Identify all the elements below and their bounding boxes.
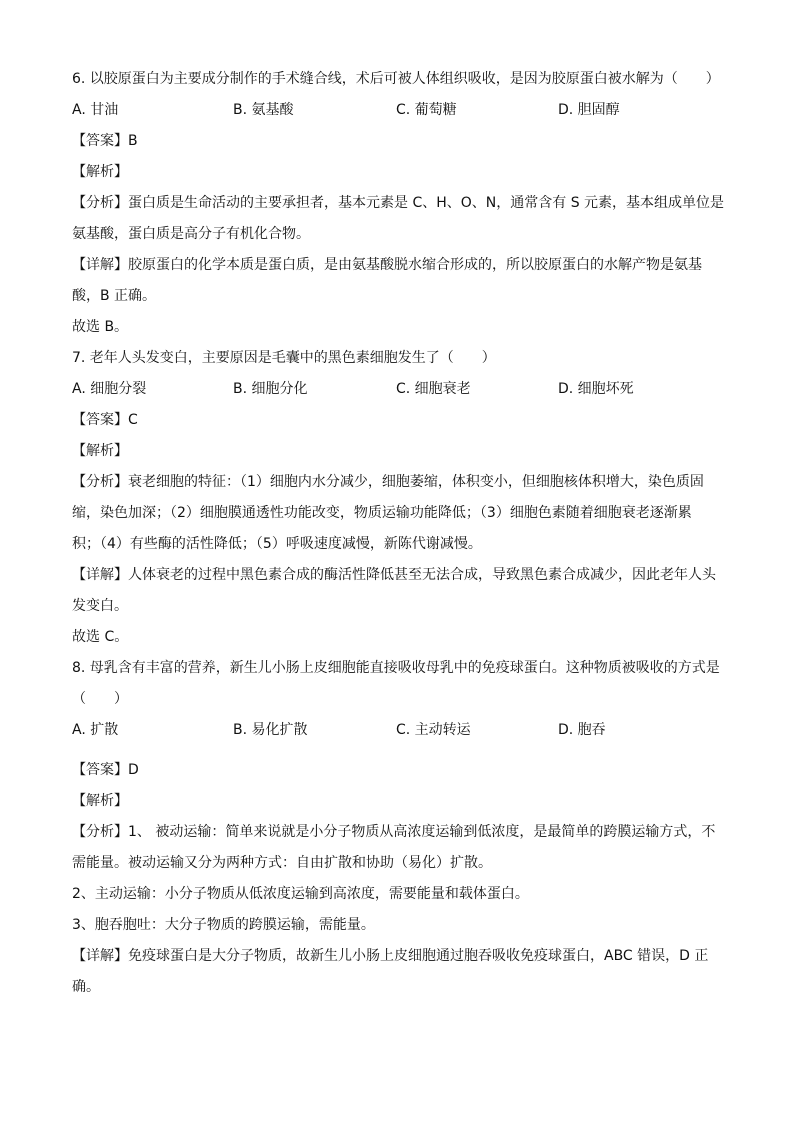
q7-options xyxy=(72,374,722,405)
q7-stem: 7. 老年人头发变白，主要原因是毛囊中的黑色素细胞发生了（ ） xyxy=(72,350,496,366)
q7-option-b: B. 细胞分化 xyxy=(233,381,308,397)
q8-option-b: B. 易化扩散 xyxy=(233,722,308,738)
document-page xyxy=(72,64,725,1003)
q6-analysis-label: 【解析】 xyxy=(72,164,128,180)
q7-analysis-line-3: 积；（4）有些酶的活性降低；（5）呼吸速度减慢，新陈代谢减慢。 xyxy=(72,536,482,552)
q8-option-d: D. 胞吞 xyxy=(558,722,606,738)
question-8 xyxy=(72,653,722,1003)
q6-option-c: C. 葡萄糖 xyxy=(396,102,457,118)
q6-answer: 【答案】B xyxy=(72,133,138,149)
q7-option-c: C. 细胞衰老 xyxy=(396,381,471,397)
q8-stem-line-2: （ ） xyxy=(72,691,128,707)
q7-option-d: D. 细胞坏死 xyxy=(558,381,634,397)
q8-analysis-line-1: 【分析】1、 被动运输：简单来说就是小分子物质从高浓度运输到低浓度，是最简单的跨膜运输方式，不 xyxy=(72,824,716,840)
q6-detail-line-1: 【详解】胶原蛋白的化学本质是蛋白质，是由氨基酸脱水缩合形成的，所以胶原蛋白的水解产物是氨基 xyxy=(72,257,702,273)
q7-choice: 故选 C。 xyxy=(72,629,129,645)
q7-option-a: A. 细胞分裂 xyxy=(72,381,147,397)
q8-detail-line-2: 确。 xyxy=(72,979,100,995)
q6-stem: 6. 以胶原蛋白为主要成分制作的手术缝合线，术后可被人体组织吸收，是因为胶原蛋白被水解为（ ） xyxy=(72,71,720,87)
q8-detail-line-1: 【详解】免疫球蛋白是大分子物质，故新生儿小肠上皮细胞通过胞吞吸收免疫球蛋白，ABC 错误，D 正 xyxy=(72,948,709,964)
q8-answer: 【答案】D xyxy=(72,762,139,778)
q6-choice: 故选 B。 xyxy=(72,319,129,335)
q8-analysis-line-3: 2、主动运输：小分子物质从低浓度运输到高浓度，需要能量和载体蛋白。 xyxy=(72,886,529,902)
q8-option-c: C. 主动转运 xyxy=(396,722,471,738)
q6-option-b: B. 氨基酸 xyxy=(233,102,294,118)
q6-analysis-line-1: 【分析】蛋白质是生命活动的主要承担者，基本元素是 C、H、O、N，通常含有 S 元素，基本组成单位是 xyxy=(72,195,725,211)
q7-detail-line-1: 【详解】人体衰老的过程中黑色素合成的酶活性降低甚至无法合成，导致黑色素合成减少，因此老年人头 xyxy=(72,567,716,583)
q8-analysis-line-2: 需能量。被动运输又分为两种方式：自由扩散和协助（易化）扩散。 xyxy=(72,855,492,871)
q8-option-a: A. 扩散 xyxy=(72,722,119,738)
q7-detail-line-2: 发变白。 xyxy=(72,598,128,614)
q7-analysis-label: 【解析】 xyxy=(72,443,128,459)
q7-analysis-line-2: 缩，染色加深；（2）细胞膜通透性功能改变，物质运输功能降低；（3）细胞色素随着细胞衰老逐渐累 xyxy=(72,505,692,521)
q6-analysis-line-2: 氨基酸，蛋白质是高分子有机化合物。 xyxy=(72,226,310,242)
q6-options xyxy=(72,95,722,126)
q8-stem-line-1: 8. 母乳含有丰富的营养，新生儿小肠上皮细胞能直接吸收母乳中的免疫球蛋白。这种物质被吸收的方式是 xyxy=(72,660,720,676)
q7-analysis-line-1: 【分析】衰老细胞的特征：（1）细胞内水分减少，细胞萎缩，体积变小，但细胞核体积增大，染色质固 xyxy=(72,474,704,490)
q8-options xyxy=(72,715,722,755)
question-7 xyxy=(72,343,722,653)
q8-analysis-line-4: 3、胞吞胞吐：大分子物质的跨膜运输，需能量。 xyxy=(72,917,375,933)
q6-option-a: A. 甘油 xyxy=(72,102,119,118)
question-6 xyxy=(72,64,725,343)
q6-detail-line-2: 酸，B 正确。 xyxy=(72,288,157,304)
q6-option-d: D. 胆固醇 xyxy=(558,102,620,118)
q8-analysis-label: 【解析】 xyxy=(72,793,128,809)
q7-answer: 【答案】C xyxy=(72,412,138,428)
